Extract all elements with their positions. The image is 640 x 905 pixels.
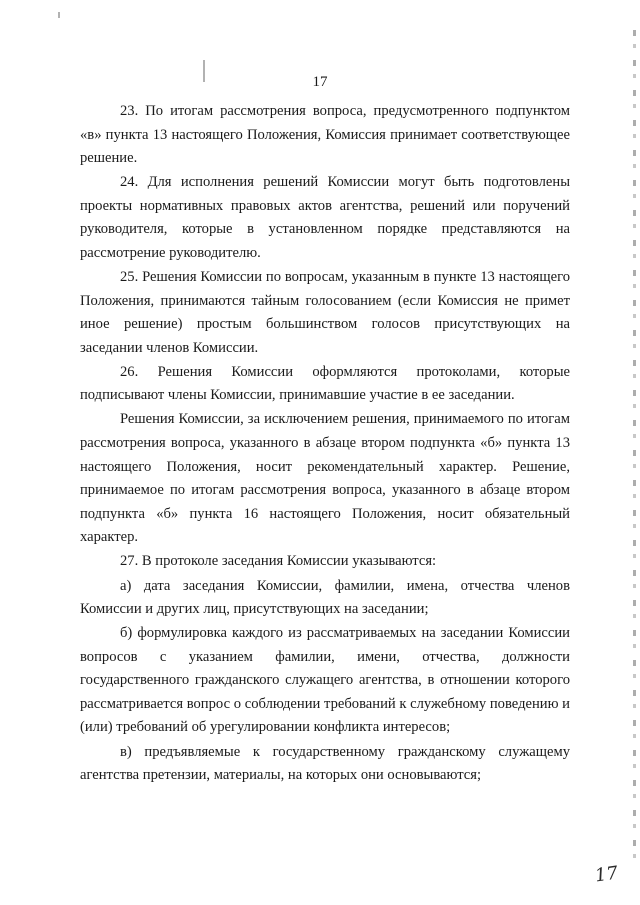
paragraph-27: 27. В протоколе заседания Комиссии указываются:: [120, 553, 437, 570]
paragraph-27-v: в) предъявляемые к государственному гражданскому служащему агентства претензии, материалы, на которых они основываются;: [80, 743, 570, 784]
paragraph-23: 23. По итогам рассмотрения вопроса, предусмотренного подпунктом «в» пункта 13 настоящего Положения, Комиссия принимает соответствующее решение.: [80, 103, 570, 167]
paragraph-26: 26. Решения Комиссии оформляются протоколами, которые подписывают члены Комиссии, принимавшие участие в ее заседании.: [80, 363, 570, 404]
paragraph-27-b: б) формулировка каждого из рассматриваемых на заседании Комиссии вопросов с указанием фамилии, имени, отчества, должности государственного гражданского служащего агентства, в отношении которого рассматривается вопрос о соблюдении требований к служебному поведению и (или) требований об урегулировании конфликта интересов;: [80, 625, 570, 736]
scan-mark: [58, 12, 60, 18]
paragraph-24: 24. Для исполнения решений Комиссии могут быть подготовлены проекты нормативных правовых актов агентства, решений или поручений руководителя, которые в установленном порядке представляются на рассмотрение руководителю.: [80, 174, 570, 261]
handwritten-page-number: 17: [593, 862, 620, 887]
paragraph-25: 25. Решения Комиссии по вопросам, указанным в пункте 13 настоящего Положения, принимаются тайным голосованием (если Комиссия не примет иное решение) простым большинством голосов присутствующих на заседании членов Комиссии.: [80, 269, 570, 356]
page-number: 17: [312, 74, 328, 90]
document-body: [80, 100, 570, 788]
paragraph-27-a: а) дата заседания Комиссии, фамилии, имена, отчества членов Комиссии и других лиц, присутствующих на заседании;: [80, 577, 570, 618]
paragraph-26-continued: Решения Комиссии, за исключением решения, принимаемого по итогам рассмотрения вопроса, указанного в абзаце втором подпункта «б» пункта 13 настоящего Положения, носит рекомендательный характер. Решение, принимаемое по итогам рассмотрения вопроса, указанного в абзаце втором подпункта «б» пункта 16 настоящего Положения, носит обязательный характер.: [80, 411, 570, 546]
scan-mark: [203, 60, 205, 82]
binding-edge-marks: [633, 30, 636, 870]
